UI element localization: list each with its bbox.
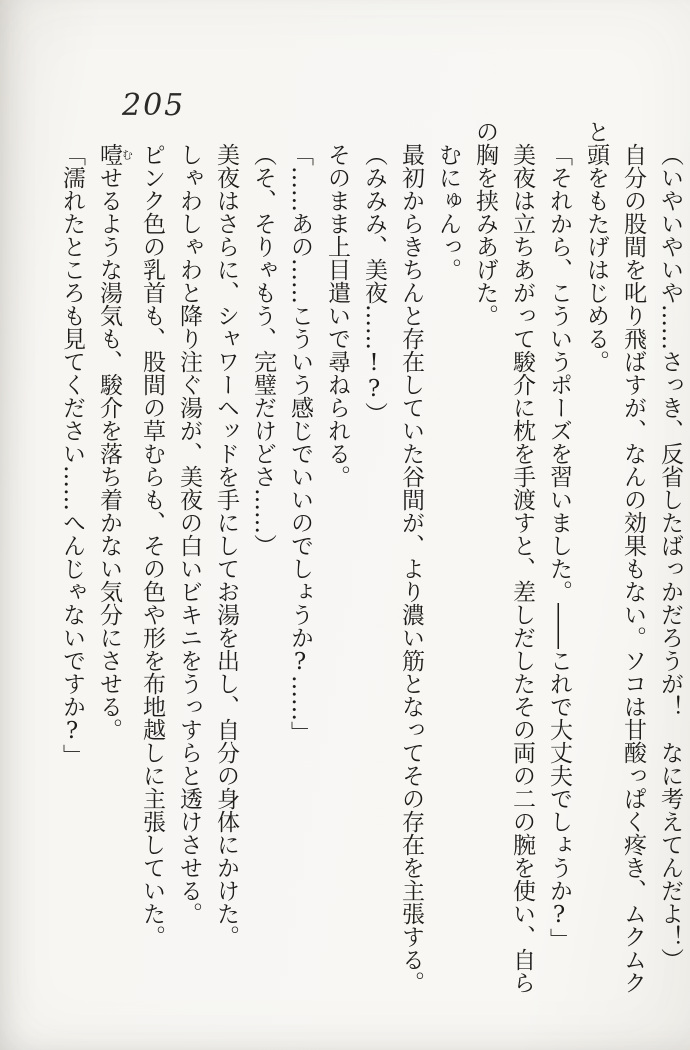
text-line: しゃわしゃわと降り注ぐ湯が、美夜の白いビキニをうっすらと透けさせる。 [176,143,202,925]
text-line: ピンク色の乳首も、股間の草むらも、その色や形を布地越しに主張していた。 [139,143,165,948]
text-line: 最初からきちんと存在していた谷間が、より濃い筋となってその存在を主張する。 [398,143,424,994]
text-line: と頭をもたげはじめる。 [583,120,609,373]
text-line: （そ、そりゃもう、完璧だけどさ……） [250,143,276,557]
text-line: 「……あの……こういう感じでいいのでしょうか?……」 [287,143,313,744]
text-line: （みみみ、美夜……!?） [361,143,387,425]
text-line: 美夜はさらに、シャワーヘッドを手にしてお湯を出し、自分の身体にかけた。 [213,143,239,948]
text-line: 噎むせるような湯気も、駿介を落ち着かない気分にさせる。 [96,143,134,741]
text-line: 「それから、こういうポーズを習いました。――これで大丈夫でしょうか?」 [546,143,572,951]
text-line: 自分の股間を叱り飛ばすが、なんの効果もない。ソコは甘酸っぱく疼き、ムクムク [620,143,646,994]
text-line: 「濡れたところも見てください……へんじゃないですか?」 [59,143,85,767]
text-line: （いやいやいや……さっき、反省したばっかだろうが！ なに考えてんだよ！） [657,143,683,971]
text-line: 美夜は立ちあがって駿介に枕を手渡すと、差しだしたその両の二の腕を使い、自ら [509,143,535,994]
text-line: そのまま上目遣いで尋ねられる。 [324,143,350,488]
text-block [53,120,688,1050]
text-line: の胸を挟みあげた。 [472,120,498,327]
text-line: むにゅんっ。 [435,143,461,281]
page-number: 205 [122,88,186,123]
